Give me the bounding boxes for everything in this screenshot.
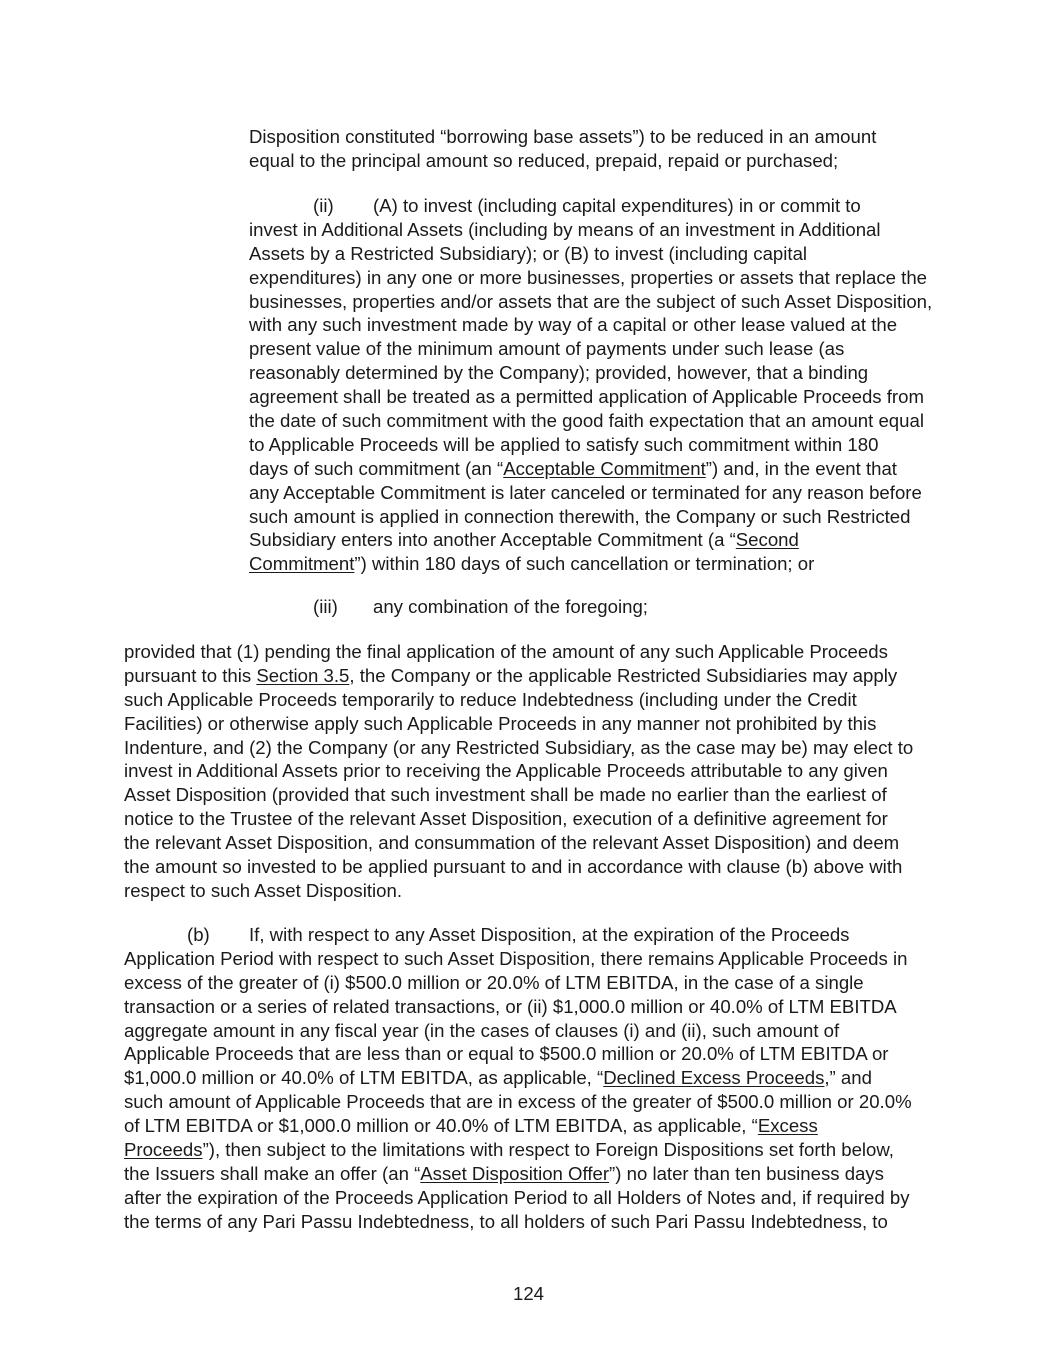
clause-label: (iii) [313,596,338,617]
text-line: Facilities) or otherwise apply such Applicable Proceeds in any manner not prohibited by this [124,712,877,734]
text-line: such amount is applied in connection therewith, the Company or such Restricted [249,505,911,527]
defined-term-declined-excess-proceeds: Declined Excess Proceeds [603,1067,825,1089]
text-line: Asset Disposition (provided that such investment shall be made no earlier than the earliest of [124,784,887,806]
text-line: equal to the principal amount so reduced, prepaid, repaid or purchased; [249,149,839,171]
text-segment: If, with respect to any Asset Disposition, at the expiration of the Proceeds [249,924,850,945]
text-line: invest in Additional Assets prior to receiving the Applicable Proceeds attributable to any given [124,760,888,782]
text-line: excess of the greater of (i) $500.0 million or 20.0% of LTM EBITDA, in the case of a single [124,971,864,993]
clause-ii [249,194,932,576]
paragraph-continuation [249,125,876,173]
clause-line [249,595,648,619]
text-line: respect to such Asset Disposition. [124,879,403,901]
text-line: Disposition constituted “borrowing base assets”) to be reduced in an amount [249,126,877,147]
text-line: any Acceptable Commitment is later canceled or terminated for any reason before [249,481,922,503]
text-line: businesses, properties and/or assets that are the subject of such Asset Disposition, [249,290,933,312]
section-reference-link: Section 3.5 [256,664,350,686]
text-line: such Applicable Proceeds temporarily to reduce Indebtedness (including under the Credit [124,688,857,710]
defined-term-excess-proceeds: Excess [757,1115,818,1137]
text-segment: Subsidiary enters into another Acceptable Commitment (a “ [249,529,736,551]
clause-first-line [124,923,912,947]
defined-term-second-commitment-cont: Commitment [249,553,355,575]
text-line: provided that (1) pending the final application of the amount of any such Applicable Proceeds [124,641,888,662]
defined-term-acceptable-commitment: Acceptable Commitment [503,457,706,479]
text-line [249,528,932,552]
clause-iii [249,595,648,619]
text-segment: the Issuers shall make an offer (an “ [124,1162,421,1184]
text-line: with any such investment made by way of a capital or other lease valued at the [249,314,898,336]
text-line: after the expiration of the Proceeds Application Period to all Holders of Notes and, if required by [124,1186,910,1208]
text-line: the terms of any Pari Passu Indebtedness, to all holders of such Pari Passu Indebtedness, to [124,1210,888,1232]
paragraph-provided [124,640,913,903]
defined-term-excess-proceeds-cont: Proceeds [124,1139,203,1161]
text-line [249,457,932,481]
text-line: present value of the minimum amount of payments under such lease (as [249,338,845,360]
defined-term-second-commitment: Second [735,529,799,551]
text-line: Application Period with respect to such Asset Disposition, there remains Applicable Proceeds in [124,947,908,969]
text-line: to Applicable Proceeds will be applied to satisfy such commitment within 180 [249,433,879,455]
text-line [124,1138,912,1162]
text-line: notice to the Trustee of the relevant Asset Disposition, execution of a definitive agreement for [124,808,888,830]
text-line [249,552,932,576]
text-line: Applicable Proceeds that are less than or equal to $500.0 million or 20.0% of LTM EBITDA or [124,1043,889,1065]
text-line: aggregate amount in any fiscal year (in the cases of clauses (i) and (ii), such amount of [124,1019,840,1041]
text-segment: pursuant to this [124,664,257,686]
text-line: invest in Additional Assets (including by means of an investment in Additional [249,218,881,240]
text-line: the relevant Asset Disposition, and consummation of the relevant Asset Disposition) and deem [124,832,900,854]
text-segment: ”) and, in the event that [705,457,897,479]
text-segment: ”) within 180 days of such cancellation or termination; or [354,553,815,575]
text-segment: , the Company or the applicable Restricted Subsidiaries may apply [349,664,898,686]
text-line [124,1114,912,1138]
text-line: reasonably determined by the Company); provided, however, that a binding [249,362,869,384]
text-line: such amount of Applicable Proceeds that are in excess of the greater of $500.0 million or 20.0% [124,1091,912,1113]
text-line: Indenture, and (2) the Company (or any Restricted Subsidiary, as the case may be) may elect to [124,736,914,758]
text-segment: $1,000.0 million or 40.0% of LTM EBITDA, as applicable, “ [124,1067,604,1089]
text-line [124,664,913,688]
text-segment: ,” and [824,1067,872,1089]
page-number: 124 [512,1283,545,1304]
text-segment: of LTM EBITDA or $1,000.0 million or 40.0% of LTM EBITDA, as applicable, “ [124,1115,758,1137]
clause-first-line [249,194,932,218]
text-line: Assets by a Restricted Subsidiary); or (B) to invest (including capital [249,242,808,264]
defined-term-asset-disposition-offer: Asset Disposition Offer [420,1162,610,1184]
text-line: expenditures) in any one or more businesses, properties or assets that replace the [249,266,928,288]
text-line: agreement shall be treated as a permitted application of Applicable Proceeds from [249,386,924,408]
clause-label: (b) [187,924,210,945]
text-line: the amount so invested to be applied pursuant to and in accordance with clause (b) above with [124,856,903,878]
clause-b [124,923,912,1234]
text-segment: any combination of the foregoing; [373,596,648,617]
text-segment: days of such commitment (an “ [249,457,504,479]
clause-label: (ii) [313,195,334,216]
text-line [124,1066,912,1090]
text-segment: ”), then subject to the limitations with respect to Foreign Dispositions set forth below, [202,1139,894,1161]
text-line: transaction or a series of related transactions, or (ii) $1,000.0 million or 40.0% of LTM EBITDA [124,995,897,1017]
text-line [124,1162,912,1186]
text-line: the date of such commitment with the good faith expectation that an amount equal [249,410,924,432]
text-segment: (A) to invest (including capital expenditures) in or commit to [373,195,861,216]
text-segment: ”) no later than ten business days [609,1162,884,1184]
